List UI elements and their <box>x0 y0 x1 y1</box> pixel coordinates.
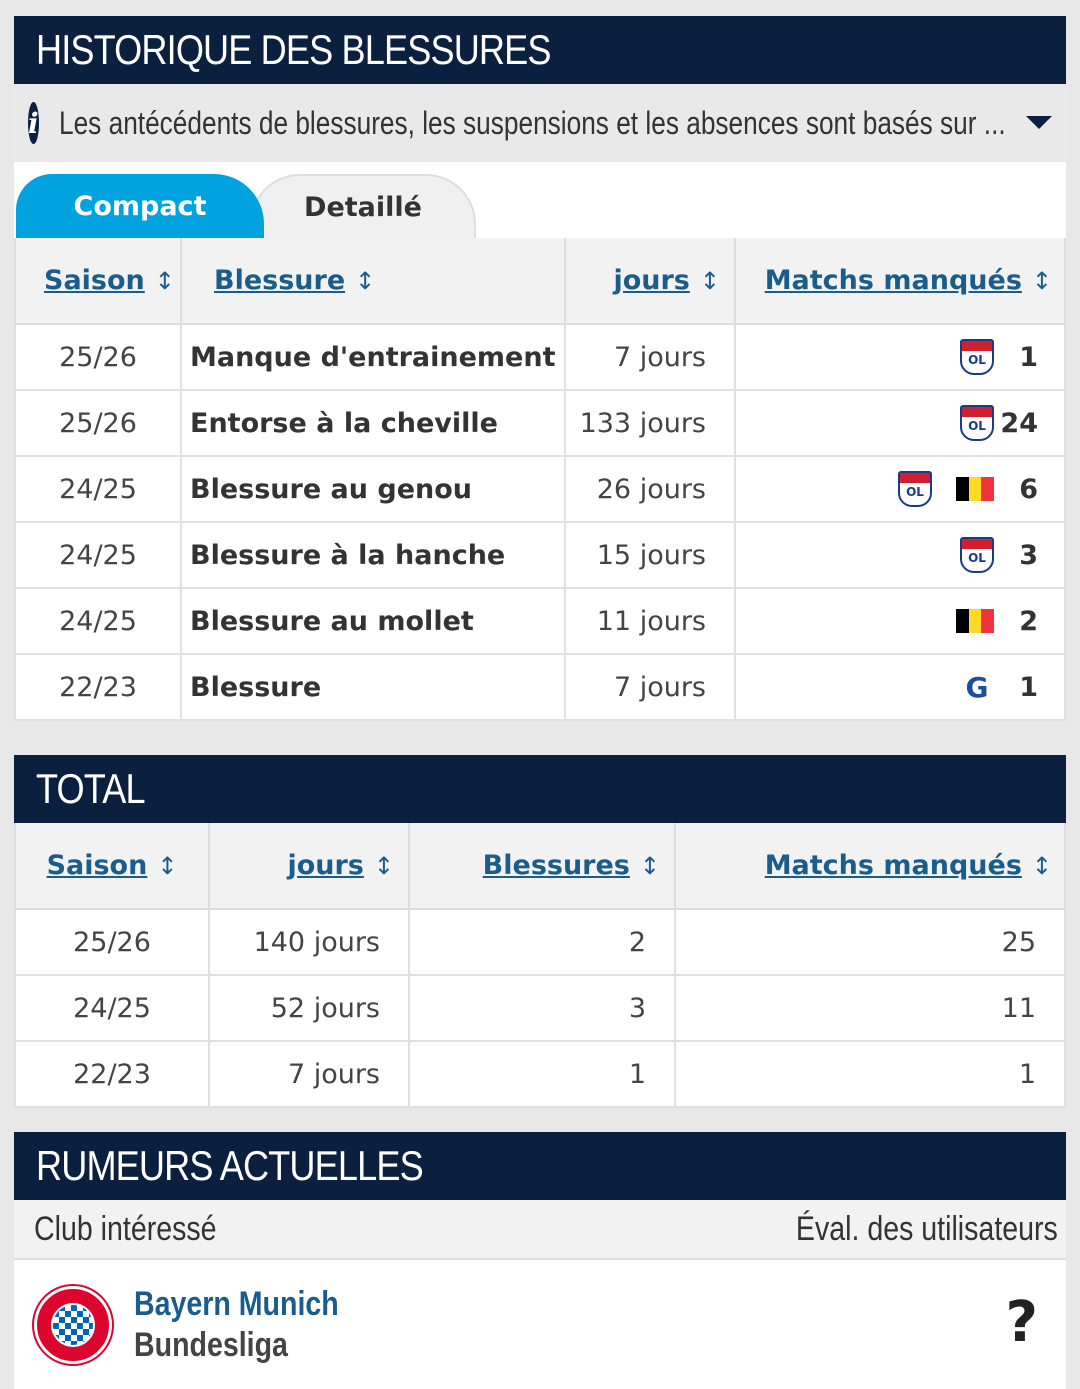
lyon-crest-icon[interactable] <box>960 405 994 441</box>
season-cell: 25/26 <box>15 390 181 456</box>
user-rating[interactable]: ? <box>1005 1290 1038 1355</box>
season-cell: 25/26 <box>15 909 209 975</box>
total-table <box>14 823 1066 1108</box>
sort-season-header[interactable]: Saison ↕ <box>15 238 181 324</box>
season-cell: 24/25 <box>15 975 209 1041</box>
sort-days-header[interactable]: jours ↕ <box>565 238 735 324</box>
table-row <box>15 324 1065 390</box>
injury-history-card <box>14 16 1066 721</box>
missed-cell: 25 <box>675 909 1065 975</box>
missed-cell: OL 1 <box>735 324 1065 390</box>
sort-days-header[interactable]: jours ↕ <box>209 823 409 909</box>
injuries-cell: 2 <box>409 909 675 975</box>
injury-table <box>14 238 1066 721</box>
view-tabs <box>14 162 1066 238</box>
club-column-label: Club intéressé <box>34 1209 217 1248</box>
info-text: Les antécédents de blessures, les suspensions et les absences sont basés sur ... <box>58 104 1006 141</box>
sort-injuries-header[interactable]: Blessures ↕ <box>409 823 675 909</box>
belgium-flag-icon[interactable] <box>956 609 994 633</box>
rumor-item[interactable] <box>14 1260 1066 1389</box>
total-card <box>14 755 1066 1108</box>
injury-table-header <box>15 238 1065 324</box>
injury-cell: Blessure <box>181 654 565 720</box>
table-row <box>15 909 1065 975</box>
sort-arrows-icon: ↕ <box>639 852 660 880</box>
rumors-title: RUMEURS ACTUELLES <box>36 1142 423 1189</box>
days-cell: 7 jours <box>565 654 735 720</box>
injury-cell: Blessure à la hanche <box>181 522 565 588</box>
rumors-columns <box>14 1200 1066 1260</box>
sort-arrows-icon: ↕ <box>355 267 376 295</box>
days-cell: 15 jours <box>565 522 735 588</box>
injuries-cell: 1 <box>409 1041 675 1107</box>
injury-cell: Blessure au genou <box>181 456 565 522</box>
season-cell: 22/23 <box>15 1041 209 1107</box>
table-row <box>15 456 1065 522</box>
sort-arrows-icon: ↕ <box>157 852 178 880</box>
info-bar[interactable] <box>14 84 1066 162</box>
table-row <box>15 390 1065 456</box>
lyon-crest-icon[interactable] <box>960 339 994 375</box>
sort-missed-header[interactable]: Matchs manqués ↕ <box>675 823 1065 909</box>
season-cell: 24/25 <box>15 522 181 588</box>
injuries-cell: 3 <box>409 975 675 1041</box>
injury-history-header <box>14 16 1066 84</box>
club-name-link[interactable]: Bayern Munich <box>134 1285 339 1323</box>
injury-cell: Manque d'entrainement <box>181 324 565 390</box>
injury-history-title: HISTORIQUE DES BLESSURES <box>36 26 551 73</box>
table-row <box>15 1041 1065 1107</box>
days-cell: 133 jours <box>565 390 735 456</box>
chevron-down-icon[interactable] <box>1026 116 1052 129</box>
lyon-crest-icon[interactable] <box>960 537 994 573</box>
sort-injury-header[interactable]: Blessure ↕ <box>181 238 565 324</box>
gent-crest-icon[interactable]: G <box>965 670 989 704</box>
rating-column-label: Éval. des utilisateurs <box>796 1209 1058 1248</box>
sort-arrows-icon: ↕ <box>1031 852 1052 880</box>
tab-compact[interactable]: Compact <box>16 174 264 238</box>
days-cell: 7 jours <box>565 324 735 390</box>
missed-cell: 11 <box>675 975 1065 1041</box>
rumors-card <box>14 1132 1066 1389</box>
sort-arrows-icon: ↕ <box>373 852 394 880</box>
season-cell: 25/26 <box>15 324 181 390</box>
days-cell: 52 jours <box>209 975 409 1041</box>
table-row <box>15 588 1065 654</box>
sort-season-header[interactable]: Saison ↕ <box>15 823 209 909</box>
season-cell: 24/25 <box>15 456 181 522</box>
injury-cell: Entorse à la cheville <box>181 390 565 456</box>
lyon-crest-icon[interactable] <box>898 471 932 507</box>
belgium-flag-icon[interactable] <box>956 477 994 501</box>
season-cell: 24/25 <box>15 588 181 654</box>
bayern-munich-logo-icon[interactable] <box>34 1286 112 1364</box>
rumors-header <box>14 1132 1066 1200</box>
table-row <box>15 654 1065 720</box>
sort-arrows-icon: ↕ <box>154 267 175 295</box>
missed-cell: OL 3 <box>735 522 1065 588</box>
table-row <box>15 522 1065 588</box>
table-row <box>15 975 1065 1041</box>
missed-cell: 2 <box>735 588 1065 654</box>
league-name: Bundesliga <box>134 1326 288 1364</box>
total-title: TOTAL <box>36 765 145 812</box>
info-icon: i <box>28 102 39 144</box>
total-header <box>14 755 1066 823</box>
days-cell: 26 jours <box>565 456 735 522</box>
days-cell: 11 jours <box>565 588 735 654</box>
sort-missed-header[interactable]: Matchs manqués ↕ <box>735 238 1065 324</box>
season-cell: 22/23 <box>15 654 181 720</box>
sort-arrows-icon: ↕ <box>699 267 720 295</box>
days-cell: 140 jours <box>209 909 409 975</box>
missed-cell: OL 6 <box>735 456 1065 522</box>
tab-detailed[interactable]: Detaillé <box>250 174 476 238</box>
missed-cell: G 1 <box>735 654 1065 720</box>
total-table-header <box>15 823 1065 909</box>
injury-cell: Blessure au mollet <box>181 588 565 654</box>
missed-cell: OL 24 <box>735 390 1065 456</box>
days-cell: 7 jours <box>209 1041 409 1107</box>
missed-cell: 1 <box>675 1041 1065 1107</box>
sort-arrows-icon: ↕ <box>1031 267 1052 295</box>
